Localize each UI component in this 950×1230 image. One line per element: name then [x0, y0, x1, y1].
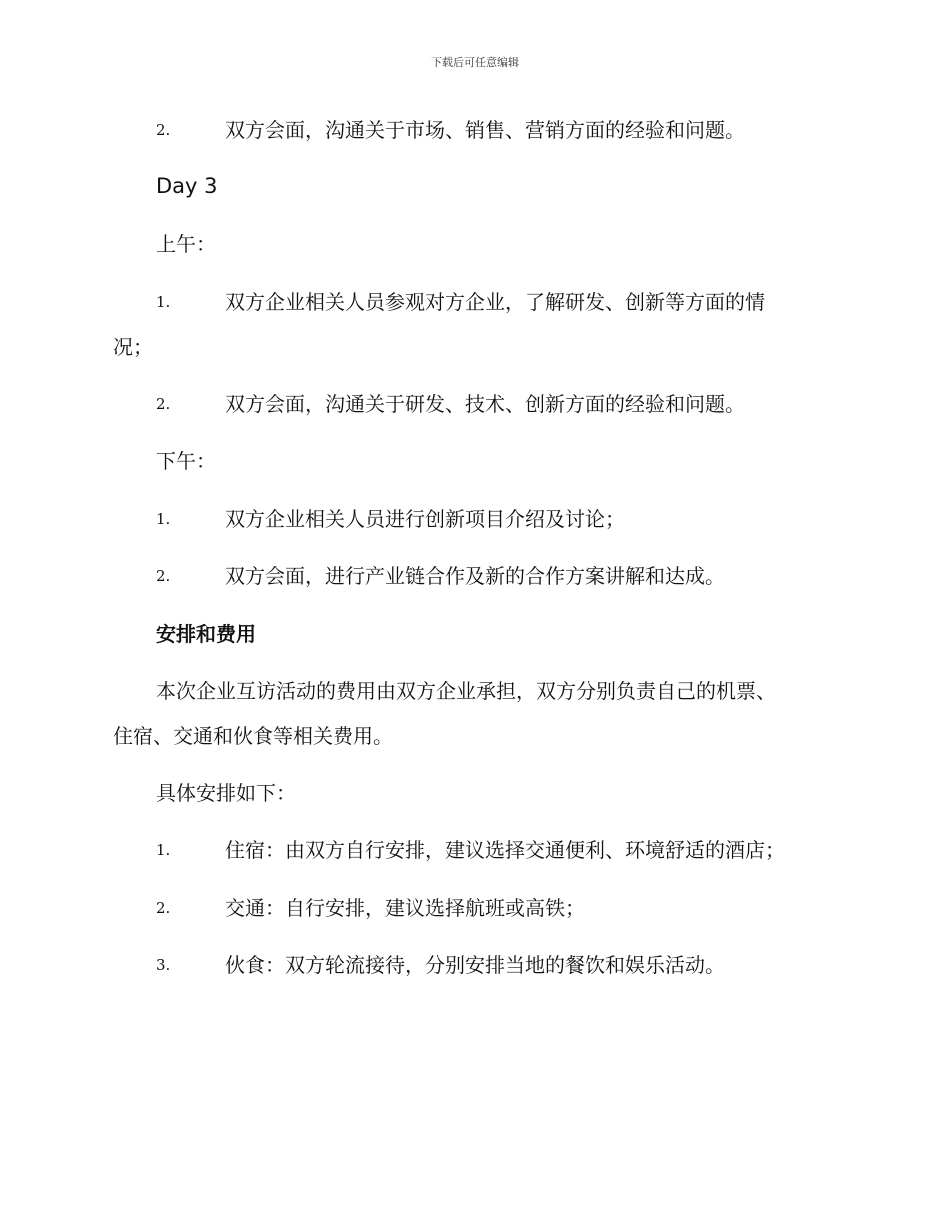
list-item-text: 双方会面，沟通关于研发、技术、创新方面的经验和问题。: [225, 392, 745, 416]
list-item-text: 双方会面，沟通关于市场、销售、营销方面的经验和问题。: [225, 118, 745, 142]
day-heading: Day 3: [156, 174, 218, 198]
list-number: 2.: [156, 567, 171, 585]
list-item-text: 双方企业相关人员参观对方企业，了解研发、创新等方面的情: [225, 290, 765, 314]
list-number: 2.: [156, 121, 171, 139]
list-number: 1.: [156, 841, 171, 859]
afternoon-label: 下午：: [156, 449, 216, 473]
list-item-text: 双方会面，进行产业链合作及新的合作方案讲解和达成。: [225, 564, 725, 588]
list-number: 1.: [156, 293, 171, 311]
paragraph-line: 住宿、交通和伙食等相关费用。: [113, 724, 393, 748]
detail-intro: 具体安排如下：: [156, 781, 296, 805]
section-title: 安排和费用: [156, 622, 256, 646]
list-item-text: 伙食：双方轮流接待，分别安排当地的餐饮和娱乐活动。: [225, 953, 725, 977]
page-header-note: 下载后可任意编辑: [431, 56, 519, 69]
list-item-text: 交通：自行安排，建议选择航班或高铁；: [225, 896, 585, 920]
list-item-text: 双方企业相关人员进行创新项目介绍及讨论；: [225, 507, 625, 531]
paragraph-line: 本次企业互访活动的费用由双方企业承担，双方分别负责自己的机票、: [156, 679, 776, 703]
list-number: 2.: [156, 899, 171, 917]
list-number: 2.: [156, 395, 171, 413]
list-item-text: 住宿：由双方自行安排，建议选择交通便利、环境舒适的酒店；: [225, 838, 785, 862]
morning-label: 上午：: [156, 232, 216, 256]
list-number: 3.: [156, 956, 171, 974]
list-item-text-continued: 况；: [113, 335, 153, 359]
list-number: 1.: [156, 510, 171, 528]
